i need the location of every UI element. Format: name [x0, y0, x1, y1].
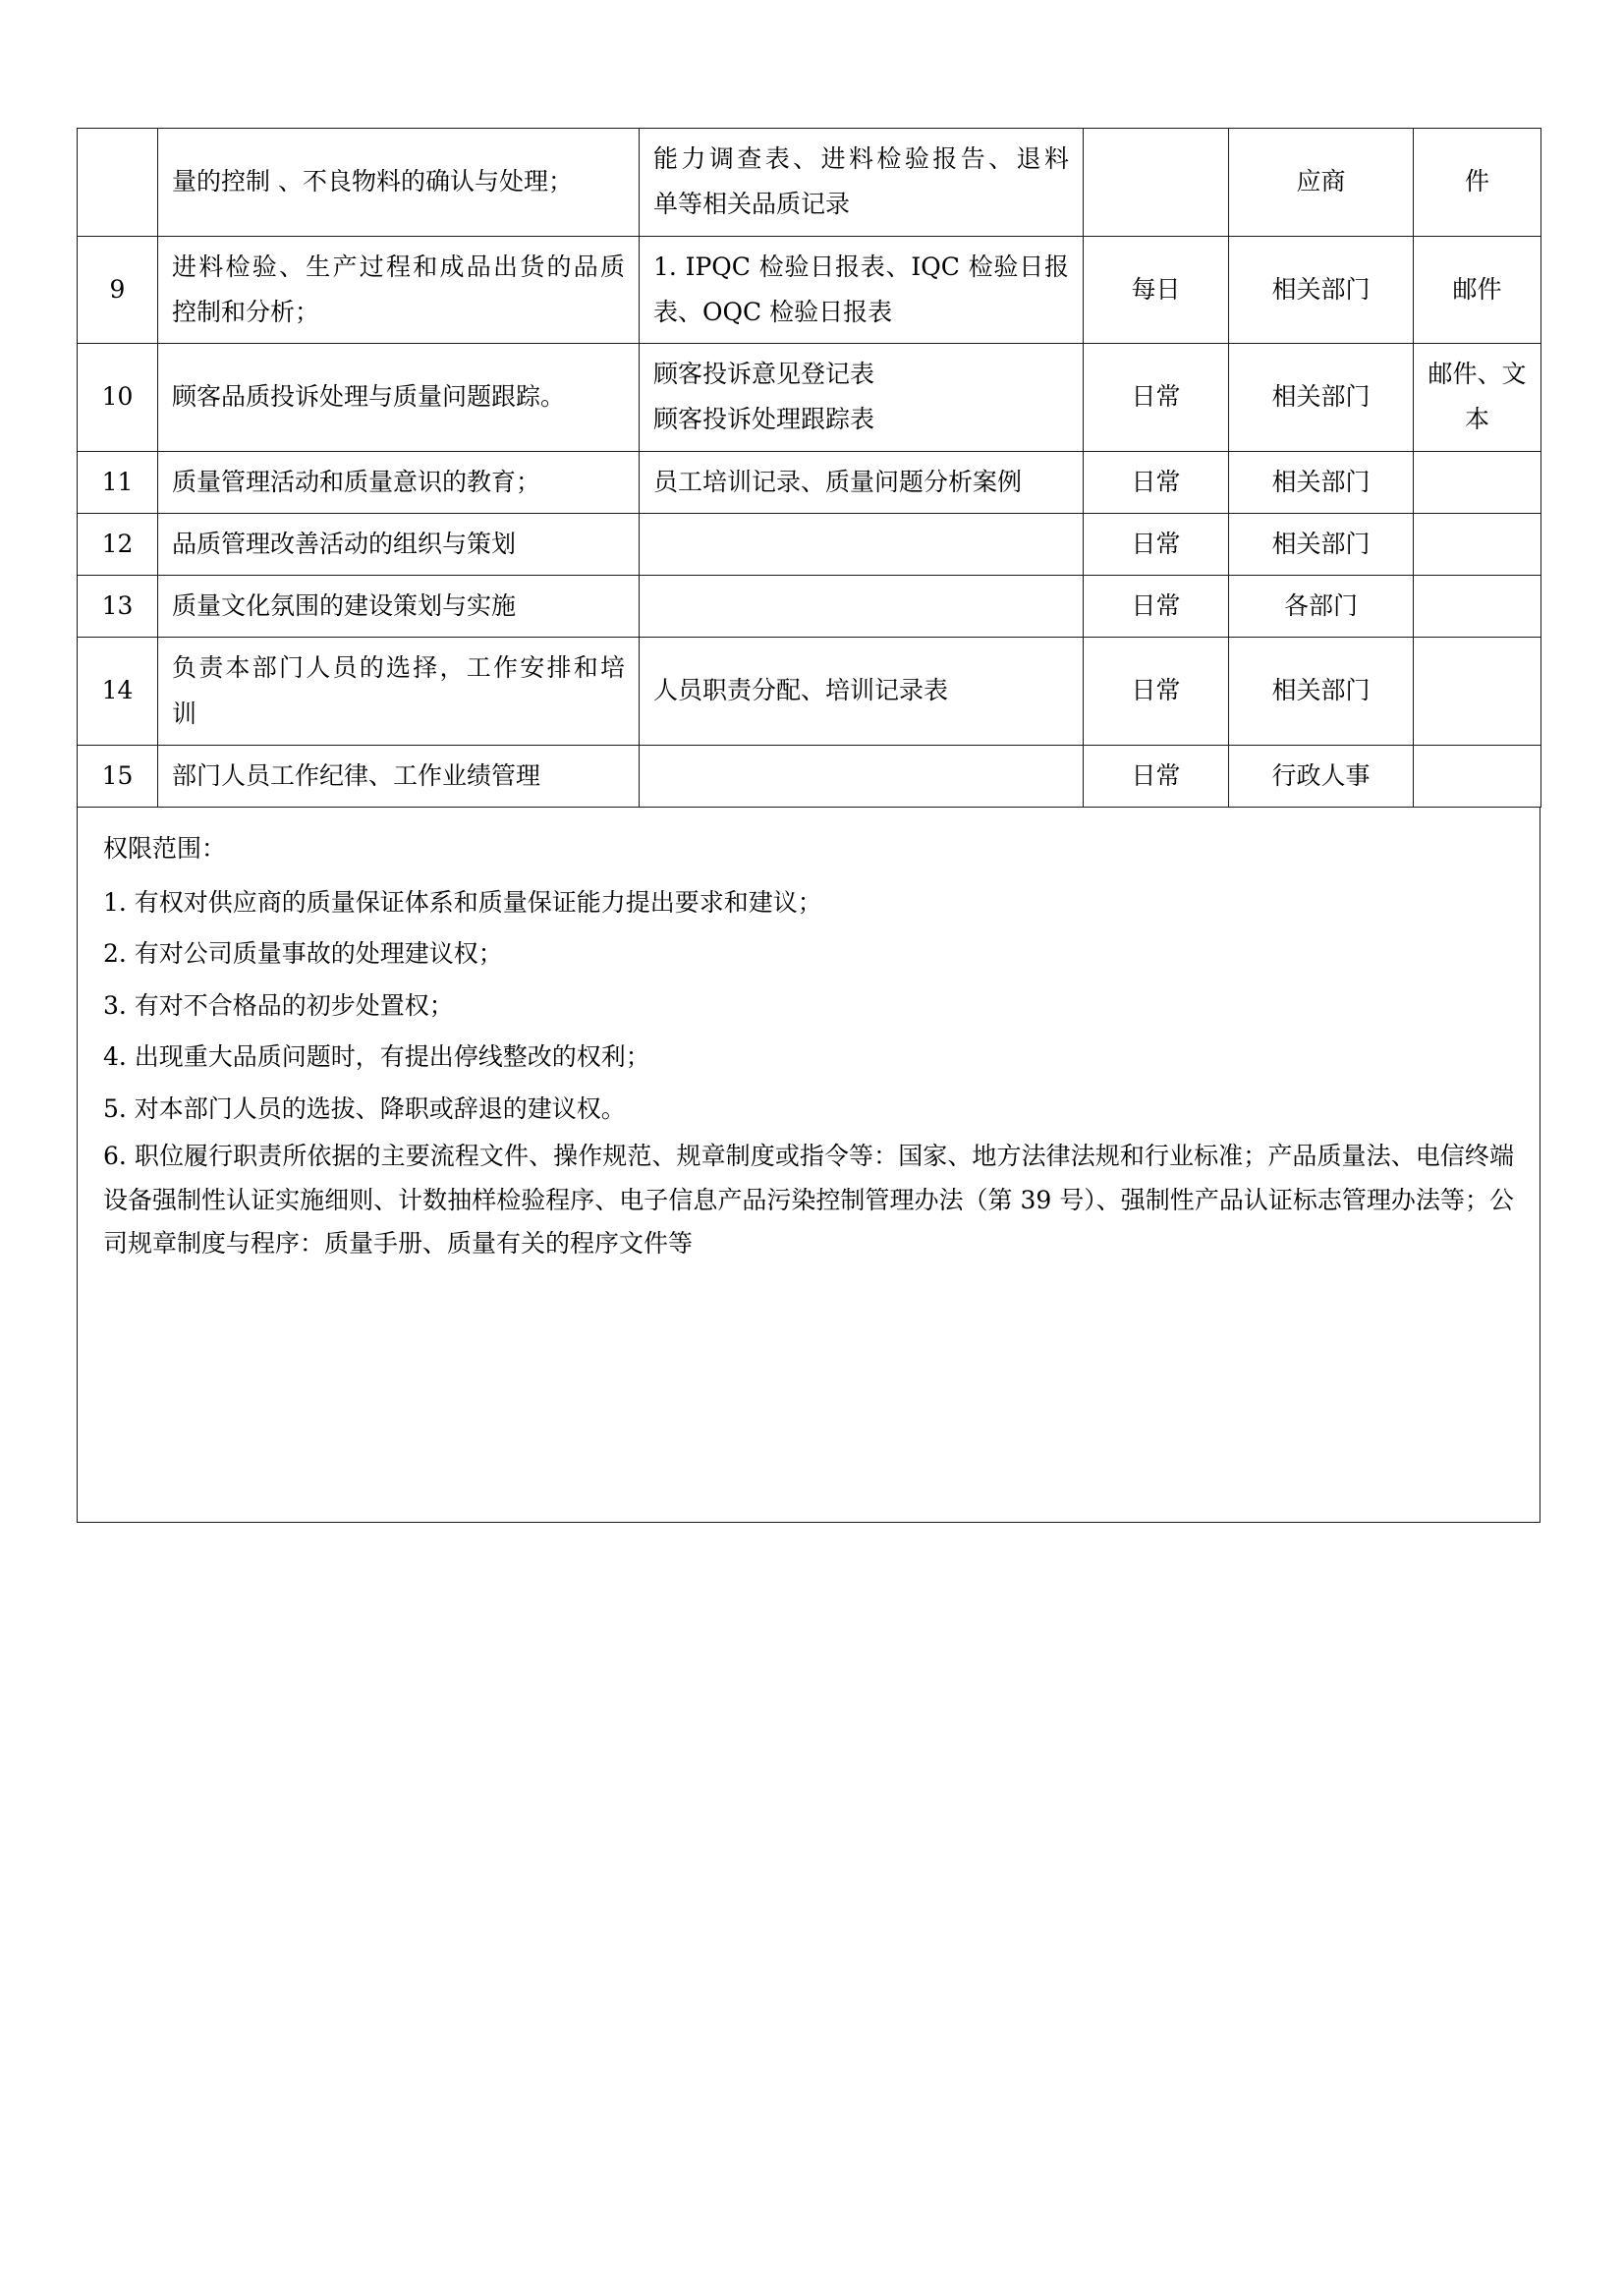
duty-line: 负责本部门人员的选择，工作安排和培 [172, 653, 625, 683]
duty-line: 部门人员工作纪律、工作业绩管理 [172, 760, 541, 790]
record-line: 顾客投诉处理跟踪表 [653, 405, 875, 434]
row-department: 相关部门 [1229, 344, 1414, 452]
row-duty [158, 344, 640, 452]
document-content [77, 128, 1540, 1523]
row-record [640, 745, 1084, 807]
record-line: 单等相关品质记录 [653, 190, 851, 219]
row-department: 相关部门 [1229, 236, 1414, 344]
authority-item: 2. 有对公司质量事故的处理建议权； [103, 939, 503, 968]
row-number: 9 [78, 236, 158, 344]
row-record [640, 638, 1084, 746]
row-department: 相关部门 [1229, 638, 1414, 746]
row-form [1414, 745, 1541, 807]
row-record [640, 513, 1084, 575]
row-frequency [1084, 129, 1229, 237]
row-frequency: 日常 [1084, 451, 1229, 513]
row-record [640, 451, 1084, 513]
duty-line: 控制和分析； [172, 297, 320, 326]
row-frequency: 日常 [1084, 344, 1229, 452]
table-row [78, 638, 1541, 746]
authority-block-filler [103, 1266, 1514, 1492]
row-number: 11 [78, 451, 158, 513]
row-form: 件 [1414, 129, 1541, 237]
authority-item: 6. 职位履行职责所依据的主要流程文件、操作规范、规章制度或指令等：国家、地方法律法规和行业标准；产品质量法、电信终端设备强制性认证实施细则、计数抽样检验程序、电子信息产品污染控制管理办法（第 39 号）、强制性产品认证标志管理办法等；公司规章制度与程序：质量手册、质量有关的程序文件等 [103, 1142, 1514, 1258]
row-number: 13 [78, 576, 158, 638]
duty-line: 顾客品质投诉处理与质量问题跟踪。 [172, 382, 566, 412]
table-row [78, 344, 1541, 452]
row-form [1414, 638, 1541, 746]
authority-item: 3. 有对不合格品的初步处置权； [103, 990, 454, 1020]
duty-line: 质量管理活动和质量意识的教育； [172, 467, 541, 496]
row-number: 14 [78, 638, 158, 746]
duty-line: 量的控制 、不良物料的确认与处理； [172, 167, 573, 196]
row-frequency: 日常 [1084, 638, 1229, 746]
row-frequency: 日常 [1084, 576, 1229, 638]
record-line: 顾客投诉意见登记表 [653, 360, 875, 388]
row-record [640, 576, 1084, 638]
table-row [78, 451, 1541, 513]
row-number [78, 129, 158, 237]
row-form: 邮件 [1414, 236, 1541, 344]
row-duty [158, 576, 640, 638]
duty-line: 进料检验、生产过程和成品出货的品质 [172, 252, 625, 281]
row-form [1414, 451, 1541, 513]
row-frequency: 日常 [1084, 513, 1229, 575]
row-record [640, 129, 1084, 237]
table-row [78, 129, 1541, 237]
record-line: 员工培训记录、质量问题分析案例 [653, 467, 1023, 496]
row-number: 15 [78, 745, 158, 807]
row-duty [158, 513, 640, 575]
duty-line: 训 [172, 699, 197, 728]
authority-scope-title: 权限范围： [103, 834, 227, 863]
row-form: 邮件、文本 [1414, 344, 1541, 452]
row-duty [158, 129, 640, 237]
row-frequency: 日常 [1084, 745, 1229, 807]
row-form [1414, 576, 1541, 638]
table-row [78, 513, 1541, 575]
record-line: 能力调查表、进料检验报告、退料 [653, 144, 1069, 173]
row-department: 行政人事 [1229, 745, 1414, 807]
row-department: 各部门 [1229, 576, 1414, 638]
table-row [78, 576, 1541, 638]
row-form [1414, 513, 1541, 575]
row-department: 应商 [1229, 129, 1414, 237]
authority-item: 1. 有权对供应商的质量保证体系和质量保证能力提出要求和建议； [103, 887, 822, 917]
table-row [78, 236, 1541, 344]
row-duty [158, 236, 640, 344]
record-line: 表、OQC 检验日报表 [653, 297, 893, 326]
duty-line: 品质管理改善活动的组织与策划 [172, 529, 517, 558]
row-frequency: 每日 [1084, 236, 1229, 344]
authority-item: 5. 对本部门人员的选拔、降职或辞退的建议权。 [103, 1093, 626, 1123]
row-number: 10 [78, 344, 158, 452]
row-number: 12 [78, 513, 158, 575]
table-row [78, 745, 1541, 807]
record-line: 1. IPQC 检验日报表、IQC 检验日报 [653, 252, 1069, 281]
authority-scope-block [77, 808, 1540, 1523]
row-record [640, 236, 1084, 344]
row-duty [158, 451, 640, 513]
duty-line: 质量文化氛围的建设策划与实施 [172, 591, 517, 620]
authority-item: 4. 出现重大品质问题时，有提出停线整改的权利； [103, 1042, 650, 1071]
row-duty [158, 638, 640, 746]
row-department: 相关部门 [1229, 513, 1414, 575]
row-department: 相关部门 [1229, 451, 1414, 513]
row-record [640, 344, 1084, 452]
record-line: 人员职责分配、培训记录表 [653, 676, 949, 705]
duty-responsibility-table [77, 128, 1541, 808]
row-duty [158, 745, 640, 807]
